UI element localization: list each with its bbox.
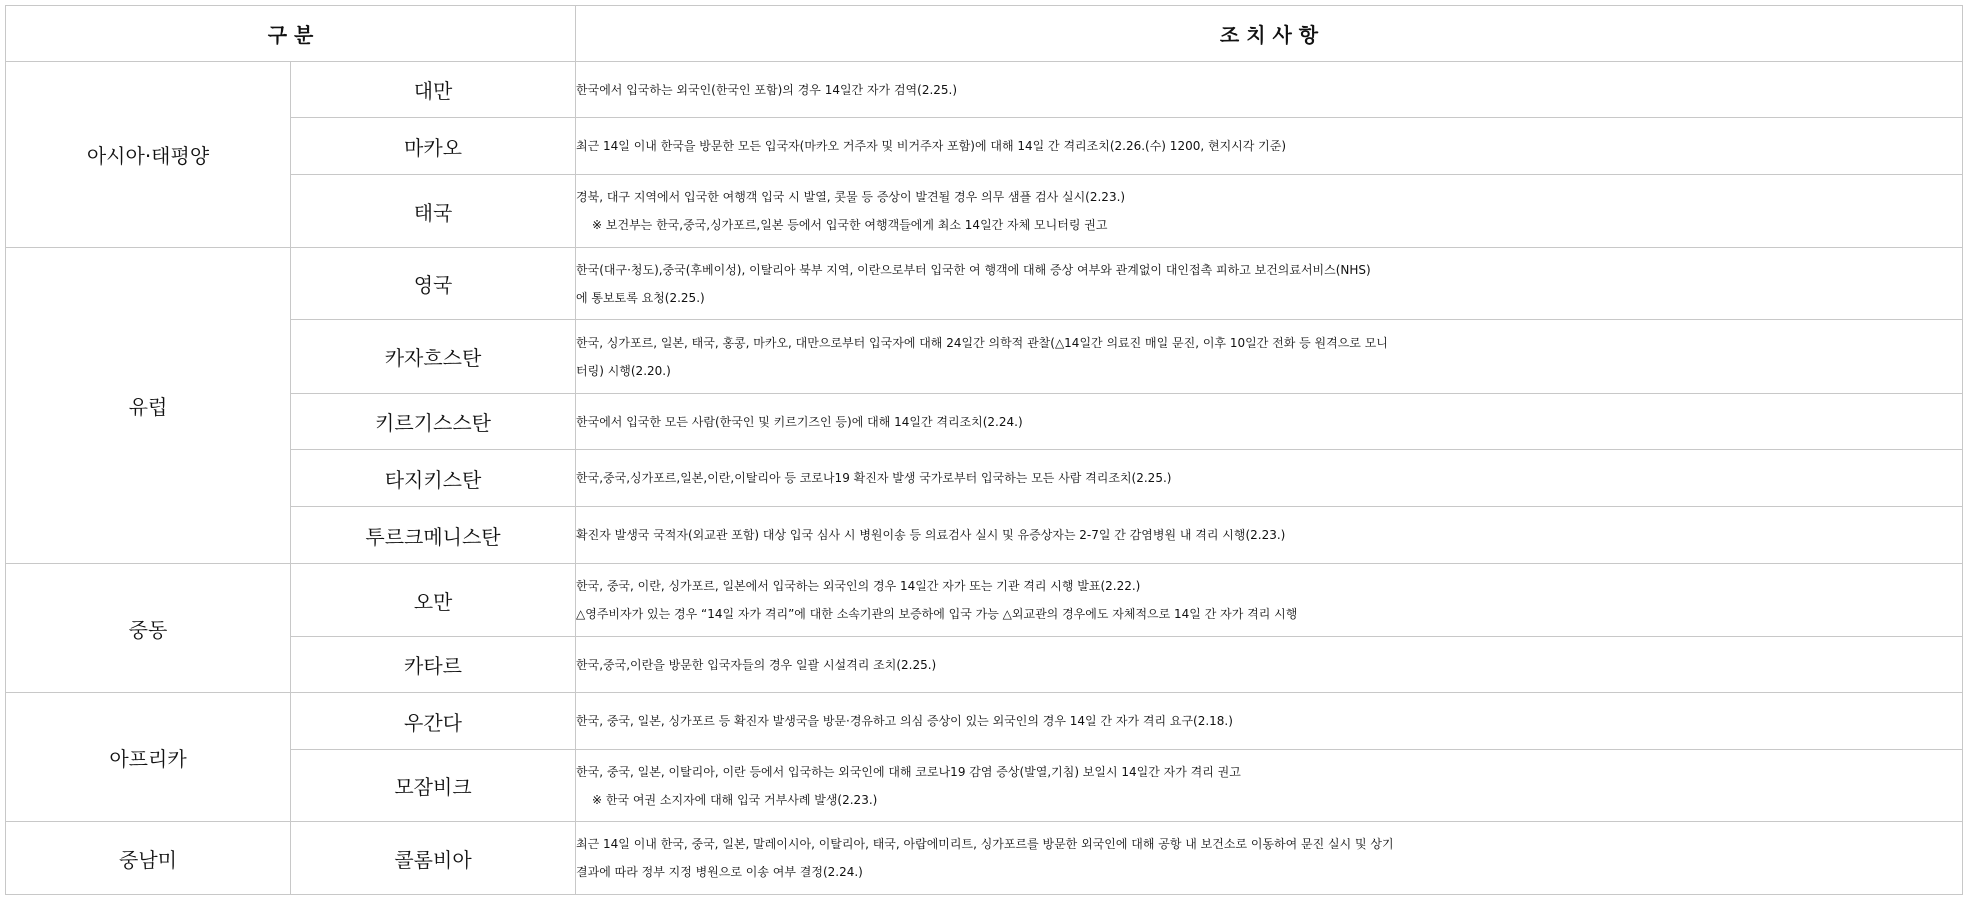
table-row bbox=[6, 62, 1963, 118]
table-row bbox=[6, 118, 1963, 175]
measure-line: 한국, 싱가포르, 일본, 태국, 홍콩, 마카오, 대만으로부터 입국자에 대해 24일간 의학적 관찰(△14일간 의료진 매일 문진, 이후 10일간 전화 등 원격으로 모니 bbox=[576, 335, 1388, 350]
measure-cell bbox=[576, 637, 1963, 693]
measure-note: ※ 한국 여권 소지자에 대해 입국 거부사례 발생(2.23.) bbox=[592, 792, 878, 807]
measure-line: 한국,중국,이란을 방문한 입국자들의 경우 일괄 시설격리 조치(2.25.) bbox=[576, 657, 937, 672]
measure-cell bbox=[576, 118, 1963, 175]
measure-line: 한국에서 입국한 모든 사람(한국인 및 키르기즈인 등)에 대해 14일간 격리조치(2.24.) bbox=[576, 414, 1023, 429]
measure-cell bbox=[576, 62, 1963, 118]
measure-line: 확진자 발생국 국적자(외교관 포함) 대상 입국 심사 시 병원이송 등 의료검사 실시 및 유증상자는 2-7일 간 감염병원 내 격리 시행(2.23.) bbox=[576, 528, 1286, 542]
header-measures: 조 치 사 항 bbox=[576, 6, 1963, 62]
country-cell: 콜롬비아 bbox=[291, 822, 576, 895]
country-cell: 우간다 bbox=[291, 693, 576, 750]
measure-cell bbox=[576, 507, 1963, 564]
measure-line: 터링) 시행(2.20.) bbox=[576, 363, 671, 378]
measure-line: 한국(대구·청도),중국(후베이성), 이탈리아 북부 지역, 이란으로부터 입국한 여 행객에 대해 증상 여부와 관계없이 대인접촉 피하고 보건의료서비스(NHS) bbox=[576, 262, 1371, 277]
measure-line: 경북, 대구 지역에서 입국한 여행객 입국 시 발열, 콧물 등 증상이 발견될 경우 의무 샘플 검사 실시(2.23.) bbox=[576, 190, 1126, 204]
measure-note: ※ 보건부는 한국,중국,싱가포르,일본 등에서 입국한 여행객들에게 최소 14일간 자체 모니터링 권고 bbox=[592, 218, 1108, 232]
country-cell: 영국 bbox=[291, 248, 576, 320]
measure-line: 결과에 따라 정부 지정 병원으로 이송 여부 결정(2.24.) bbox=[576, 865, 863, 879]
table-row bbox=[6, 637, 1963, 693]
country-cell: 모잠비크 bbox=[291, 750, 576, 822]
measure-cell bbox=[576, 394, 1963, 450]
country-cell: 태국 bbox=[291, 175, 576, 248]
table-row bbox=[6, 750, 1963, 822]
table-row bbox=[6, 320, 1963, 394]
measure-line: 한국에서 입국하는 외국인(한국인 포함)의 경우 14일간 자가 검역(2.25.) bbox=[576, 82, 958, 97]
measure-cell bbox=[576, 564, 1963, 637]
table-row bbox=[6, 394, 1963, 450]
measure-cell bbox=[576, 248, 1963, 320]
country-cell: 키르기스스탄 bbox=[291, 394, 576, 450]
country-cell: 오만 bbox=[291, 564, 576, 637]
country-cell: 카자흐스탄 bbox=[291, 320, 576, 394]
table-row bbox=[6, 248, 1963, 320]
country-cell: 카타르 bbox=[291, 637, 576, 693]
region-cell: 중동 bbox=[6, 564, 291, 693]
region-cell: 아시아·태평양 bbox=[6, 62, 291, 248]
measure-cell bbox=[576, 750, 1963, 822]
measure-line: 한국, 중국, 일본, 이탈리아, 이란 등에서 입국하는 외국인에 대해 코로나19 감염 증상(발열,기침) 보일시 14일간 자가 격리 권고 bbox=[576, 764, 1241, 779]
table-row bbox=[6, 507, 1963, 564]
measure-cell bbox=[576, 175, 1963, 248]
country-cell: 타지키스탄 bbox=[291, 450, 576, 507]
measure-line: 에 통보토록 요청(2.25.) bbox=[576, 290, 705, 305]
region-cell: 유럽 bbox=[6, 248, 291, 564]
measure-line: 최근 14일 이내 한국을 방문한 모든 입국자(마카오 거주자 및 비거주자 포함)에 대해 14일 간 격리조치(2.26.(수) 1200, 현지시각 기준) bbox=[576, 139, 1287, 153]
measure-line: 최근 14일 이내 한국, 중국, 일본, 말레이시아, 이탈리아, 태국, 아랍에미리트, 싱가포르를 방문한 외국인에 대해 공항 내 보건소로 이동하여 문진 실시 및 상기 bbox=[576, 837, 1394, 851]
table-row bbox=[6, 175, 1963, 248]
country-cell: 마카오 bbox=[291, 118, 576, 175]
table-row bbox=[6, 564, 1963, 637]
country-cell: 투르크메니스탄 bbox=[291, 507, 576, 564]
header-category: 구 분 bbox=[6, 6, 576, 62]
measure-cell bbox=[576, 822, 1963, 895]
measure-line: 한국,중국,싱가포르,일본,이란,이탈리아 등 코로나19 확진자 발생 국가로부터 입국하는 모든 사람 격리조치(2.25.) bbox=[576, 471, 1172, 485]
measure-line: △영주비자가 있는 경우 “14일 자가 격리”에 대한 소속기관의 보증하에 입국 가능 △외교관의 경우에도 자체적으로 14일 간 자가 격리 시행 bbox=[576, 607, 1298, 621]
region-cell: 아프리카 bbox=[6, 693, 291, 822]
country-cell: 대만 bbox=[291, 62, 576, 118]
measure-line: 한국, 중국, 이란, 싱가포르, 일본에서 입국하는 외국인의 경우 14일간 자가 또는 기관 격리 시행 발표(2.22.) bbox=[576, 579, 1141, 593]
measure-line: 한국, 중국, 일본, 싱가포르 등 확진자 발생국을 방문·경유하고 의심 증상이 있는 외국인의 경우 14일 간 자가 격리 요구(2.18.) bbox=[576, 714, 1233, 728]
measure-cell bbox=[576, 693, 1963, 750]
table-row bbox=[6, 822, 1963, 895]
header-row bbox=[6, 6, 1963, 62]
measure-cell bbox=[576, 450, 1963, 507]
measure-cell bbox=[576, 320, 1963, 394]
table-row bbox=[6, 693, 1963, 750]
measures-table bbox=[5, 5, 1963, 895]
table-row bbox=[6, 450, 1963, 507]
region-cell: 중남미 bbox=[6, 822, 291, 895]
